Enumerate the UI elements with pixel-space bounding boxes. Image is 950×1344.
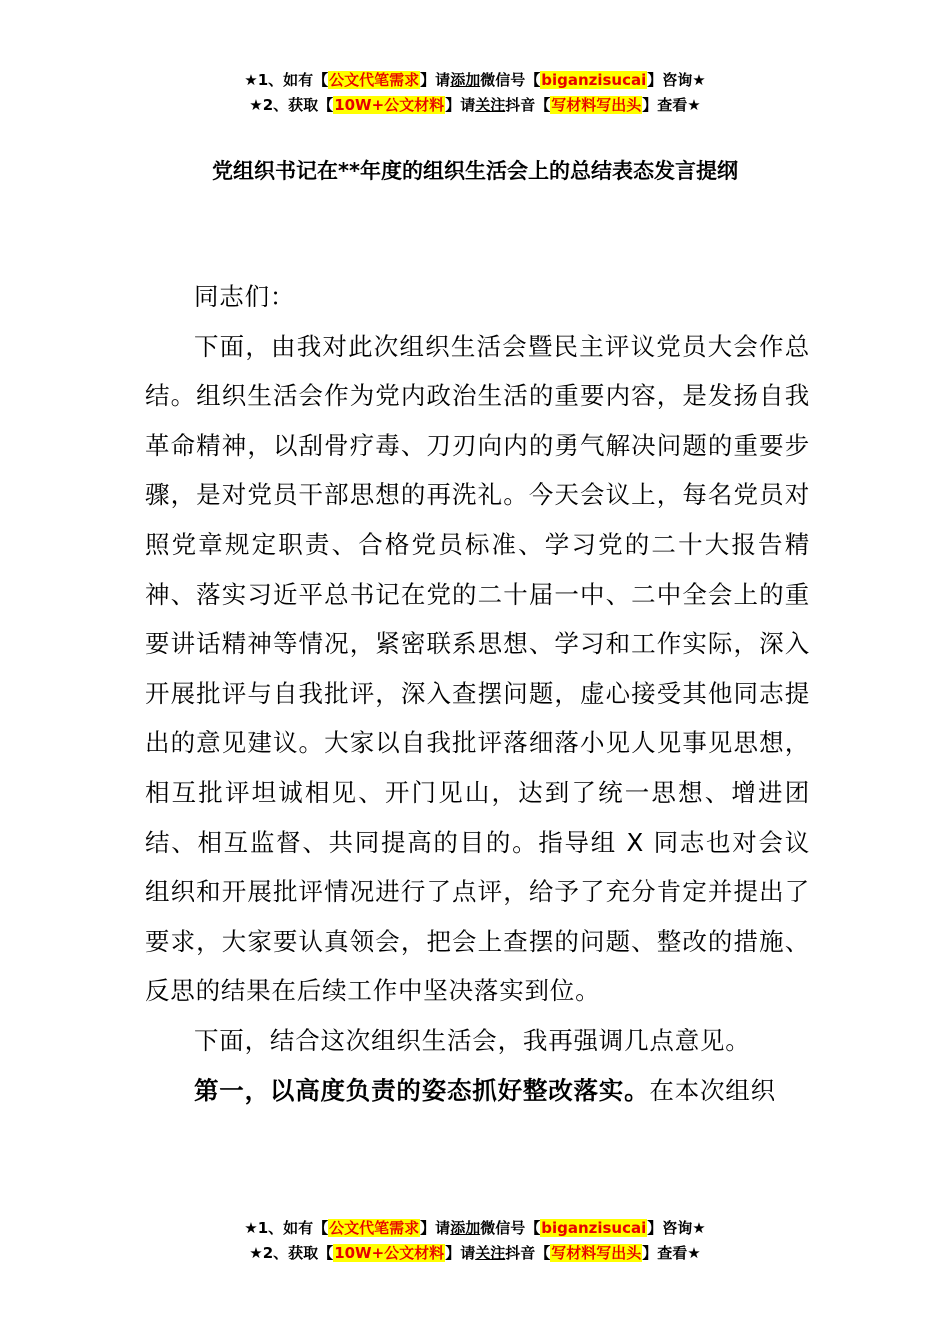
header-ad-line-1: ★1、如有【公文代笔需求】请添加微信号【biganzisucai】咨询★ bbox=[244, 71, 706, 89]
header-ad-line-2: ★2、获取【10W+公文材料】请关注抖音【写材料写出头】查看★ bbox=[249, 96, 701, 114]
paragraph: 下面，结合这次组织生活会，我再强调几点意见。 bbox=[194, 1025, 751, 1055]
ad-underline: 关注 bbox=[475, 96, 506, 114]
ad-underline: 关注 bbox=[475, 1244, 506, 1262]
document-body bbox=[145, 272, 810, 1115]
paragraph: 下面，由我对此次组织生活会暨民主评议党员大会作总结。组织生活会作为党内政治生活的重要内容，是发扬自我革命精神，以刮骨疗毒、刀刃向内的勇气解决问题的重要步骤，是对党员干部思想的再洗礼。今天会议上，每名党员对照党章规定职责、合格党员标准、学习党的二十大报告精神、落实习近平总书记在党的二十届一中、二中全会上的重要讲话精神等情况，紧密联系思想、学习和工作实际，深入开展批评与自我批评，深入查摆问题，虚心接受其他同志提出的意见建议。大家以自我批评落细落小见人见事见思想，相互批评坦诚相见、开门见山，达到了统一思想、增进团结、相互监督、共同提高的目的。指导组 X 同志也对会议组织和开展批评情况进行了点评，给予了充分肯定并提出了要求，大家要认真领会，把会上查摆的问题、整改的措施、反思的结果在后续工作中坚决落实到位。 bbox=[145, 331, 810, 1006]
ad-highlight: 公文代笔需求 bbox=[329, 1219, 420, 1237]
document-title: 党组织书记在**年度的组织生活会上的总结表态发言提纲 bbox=[212, 159, 738, 183]
salutation: 同志们： bbox=[194, 282, 296, 311]
footer-ad-line-2: ★2、获取【10W+公文材料】请关注抖音【写材料写出头】查看★ bbox=[249, 1244, 701, 1262]
ad-highlight: biganzisucai bbox=[541, 1219, 647, 1237]
ad-highlight: 10W+公文材料 bbox=[334, 96, 445, 114]
ad-highlight: 写材料写出头 bbox=[551, 1244, 642, 1262]
ad-highlight: biganzisucai bbox=[541, 71, 647, 89]
ad-highlight: 写材料写出头 bbox=[551, 96, 642, 114]
ad-underline: 添加 bbox=[450, 71, 481, 89]
paragraph: 第一，以高度负责的姿态抓好整改落实。在本次组织 bbox=[194, 1075, 776, 1105]
footer-ad-line-1: ★1、如有【公文代笔需求】请添加微信号【biganzisucai】咨询★ bbox=[244, 1219, 706, 1237]
header-ad bbox=[0, 68, 950, 118]
footer-ad bbox=[0, 1216, 950, 1266]
ad-highlight: 10W+公文材料 bbox=[334, 1244, 445, 1262]
section-heading: 第一，以高度负责的姿态抓好整改落实。 bbox=[194, 1075, 650, 1105]
ad-highlight: 公文代笔需求 bbox=[329, 71, 420, 89]
ad-underline: 添加 bbox=[450, 1219, 481, 1237]
